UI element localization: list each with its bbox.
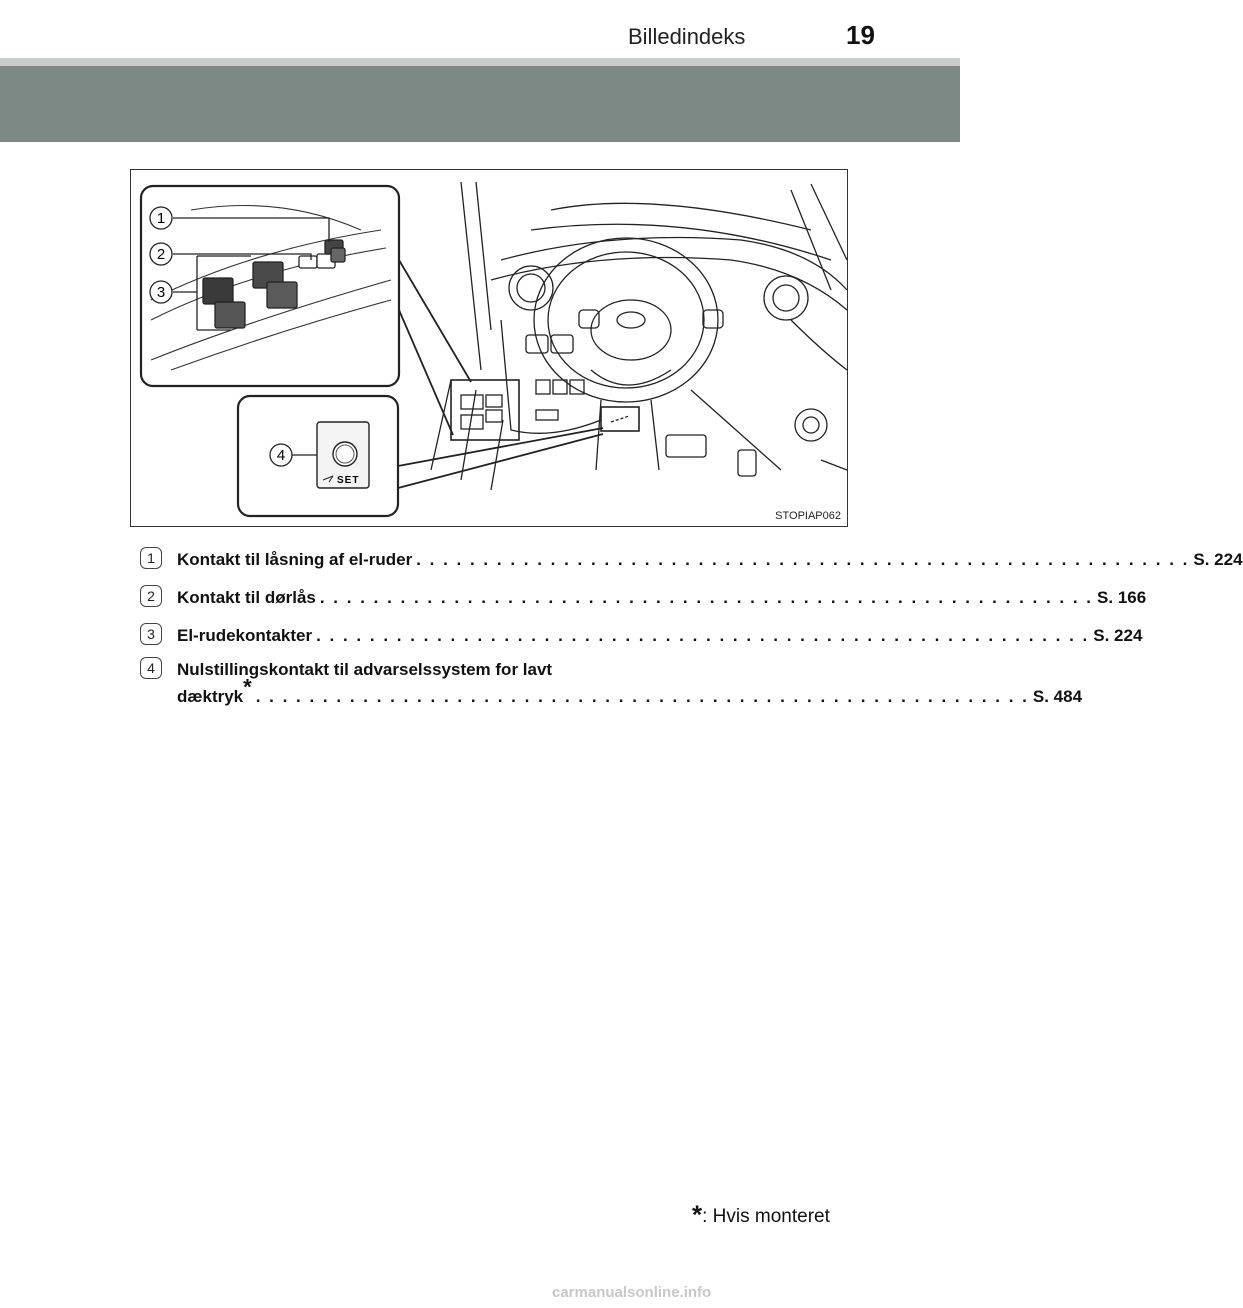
list-item	[140, 580, 1147, 610]
section-title: Billedindeks	[628, 24, 746, 49]
footnote-marker: *	[243, 674, 252, 700]
item-entry-line1	[177, 660, 809, 680]
list-item	[140, 618, 1143, 648]
item-label: Kontakt til dørlås	[177, 588, 316, 607]
callout-4: 4	[276, 447, 286, 464]
callout-2: 2	[156, 246, 166, 263]
item-label-continued: dæktryk*	[177, 674, 252, 706]
footnote	[692, 1199, 830, 1230]
page-number: 19	[846, 20, 875, 50]
item-entry-line2	[177, 674, 1083, 707]
illustration-dashboard	[130, 169, 848, 527]
leader-dots: . . . . . . . . . . . . . . . . . . . . . . . . . . . . . . . . . . . . . . . . . . . . . . . . . . . . . . . . . .	[255, 687, 1029, 706]
item-label: Nulstillingskontakt til advarselssystem for lavt	[177, 660, 553, 679]
watermark: carmanualsonline.info	[552, 1284, 712, 1301]
item-page-ref: S. 224	[1093, 626, 1143, 645]
list-item	[140, 542, 1243, 572]
item-entry	[177, 550, 1243, 570]
item-number-badge: 1	[140, 547, 162, 569]
item-page-ref: S. 484	[1032, 687, 1083, 706]
header-band	[0, 66, 960, 142]
leader-dots: . . . . . . . . . . . . . . . . . . . . . . . . . . . . . . . . . . . . . . . . . . . . . . . . . . . . . . . . . .	[319, 588, 1094, 607]
item-number-badge: 2	[140, 585, 162, 607]
item-label: Kontakt til låsning af el-ruder	[177, 550, 413, 569]
leader-dots: . . . . . . . . . . . . . . . . . . . . . . . . . . . . . . . . . . . . . . . . . . . . . . . . . . . . . . . . . .	[416, 550, 1190, 569]
leader-dots: . . . . . . . . . . . . . . . . . . . . . . . . . . . . . . . . . . . . . . . . . . . . . . . . . . . . . . . . . .	[316, 626, 1090, 645]
item-entry	[177, 588, 1147, 608]
set-switch-label: SET	[337, 475, 360, 486]
item-number-badge: 4	[140, 657, 162, 679]
figure-code: STOPIAP062	[775, 510, 841, 522]
list-item	[140, 652, 1083, 712]
footnote-star: *	[692, 1199, 703, 1230]
item-page-ref: S. 224	[1193, 550, 1243, 569]
header-divider	[0, 58, 960, 66]
item-number-badge: 3	[140, 623, 162, 645]
callout-3: 3	[156, 284, 166, 301]
item-label: El-rudekontakter	[177, 626, 313, 645]
item-entry	[177, 626, 1143, 646]
dashboard-line-art	[131, 170, 847, 526]
callout-1: 1	[156, 210, 166, 227]
item-page-ref: S. 166	[1097, 588, 1147, 607]
footnote-text: : Hvis monteret	[702, 1206, 830, 1227]
